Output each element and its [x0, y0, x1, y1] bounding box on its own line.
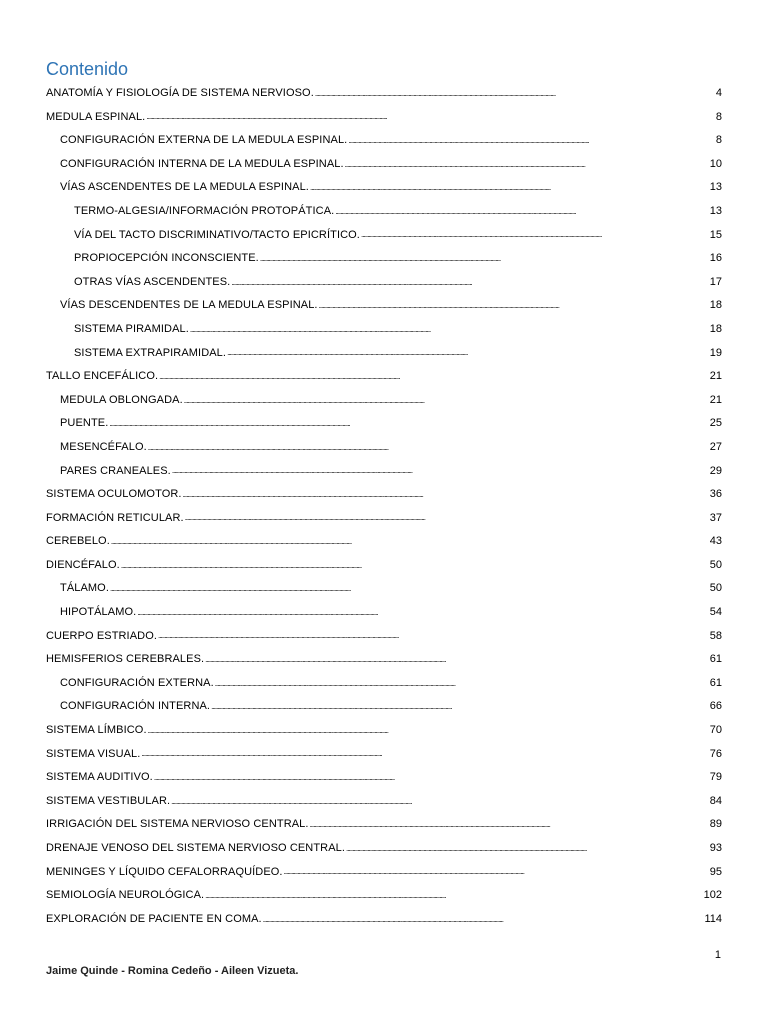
toc-dot-leader [345, 159, 709, 171]
toc-dot-leader [231, 277, 708, 289]
toc-entry-label: IRRIGACIÓN DEL SISTEMA NERVIOSO CENTRAL. [46, 818, 309, 831]
toc-entry-label: VÍAS ASCENDENTES DE LA MEDULA ESPINAL. [60, 181, 309, 194]
toc-entry[interactable] [46, 129, 722, 153]
toc-entry[interactable] [46, 908, 722, 932]
toc-entry[interactable] [46, 884, 722, 908]
toc-dot-leader [205, 890, 702, 902]
toc-entry-page-number: 36 [709, 488, 722, 501]
toc-dot-leader [148, 725, 709, 737]
toc-dot-leader [158, 630, 709, 642]
toc-entry-label: SISTEMA EXTRAPIRAMIDAL. [74, 346, 227, 359]
toc-entry-page-number: 54 [709, 606, 722, 619]
toc-list [46, 82, 722, 931]
toc-entry-label: SISTEMA PIRAMIDAL. [74, 322, 189, 335]
toc-dot-leader [227, 347, 709, 359]
toc-entry-label: SISTEMA VESTIBULAR. [46, 794, 171, 807]
toc-entry[interactable] [46, 153, 722, 177]
toc-entry-page-number: 61 [709, 676, 722, 689]
toc-entry-label: TALLO ENCEFÁLICO. [46, 370, 159, 383]
toc-entry-page-number: 19 [709, 346, 722, 359]
toc-entry[interactable] [46, 318, 722, 342]
toc-entry-label: SISTEMA VISUAL. [46, 747, 141, 760]
toc-entry-label: TERMO-ALGESIA/INFORMACIÓN PROTOPÁTICA. [74, 204, 335, 217]
toc-dot-leader [154, 772, 709, 784]
toc-dot-leader [137, 607, 708, 619]
toc-entry-label: ANATOMÍA Y FISIOLOGÍA DE SISTEMA NERVIOSO. [46, 87, 314, 99]
toc-entry[interactable] [46, 436, 722, 460]
toc-entry-label: PUENTE. [60, 417, 109, 430]
toc-entry[interactable] [46, 743, 722, 767]
toc-entry-label: MESENCÉFALO. [60, 440, 147, 453]
toc-dot-leader [315, 88, 715, 100]
toc-entry-label: MENINGES Y LÍQUIDO CEFALORRAQUÍDEO. [46, 865, 283, 878]
toc-dot-leader [148, 442, 709, 454]
toc-entry-label: MEDULA ESPINAL. [46, 110, 146, 123]
toc-entry-page-number: 93 [709, 842, 722, 854]
toc-entry-label: DIENCÉFALO. [46, 558, 120, 571]
toc-dot-leader [110, 583, 709, 595]
toc-dot-leader [205, 654, 709, 666]
toc-dot-leader [121, 560, 709, 572]
toc-entry-label: CONFIGURACIÓN EXTERNA DE LA MEDULA ESPINAL. [60, 134, 348, 147]
toc-entry-label: CUERPO ESTRIADO. [46, 629, 158, 642]
toc-entry[interactable] [46, 790, 722, 814]
toc-entry-label: PARES CRANEALES. [60, 464, 171, 477]
toc-entry-page-number: 21 [709, 393, 722, 406]
toc-entry[interactable] [46, 577, 722, 601]
toc-entry[interactable] [46, 507, 722, 531]
toc-entry-label: DRENAJE VENOSO DEL SISTEMA NERVIOSO CENTRAL. [46, 842, 346, 854]
toc-entry-label: SEMIOLOGÍA NEUROLÓGICA. [46, 889, 205, 902]
toc-entry[interactable] [46, 106, 722, 130]
toc-entry[interactable] [46, 530, 722, 554]
toc-dot-leader [263, 914, 704, 926]
toc-entry[interactable] [46, 389, 722, 413]
toc-entry[interactable] [46, 601, 722, 625]
toc-entry-page-number: 102 [703, 889, 722, 902]
toc-entry-page-number: 4 [715, 87, 722, 99]
toc-entry-page-number: 43 [709, 535, 722, 548]
toc-dot-leader [310, 819, 709, 831]
toc-dot-leader [185, 512, 709, 524]
toc-entry-label: VÍA DEL TACTO DISCRIMINATIVO/TACTO EPICRÍTICO. [74, 228, 360, 241]
toc-entry-page-number: 13 [709, 204, 722, 217]
toc-entry[interactable] [46, 247, 722, 271]
toc-dot-leader [172, 465, 709, 477]
toc-entry-page-number: 15 [709, 228, 722, 241]
toc-entry-page-number: 114 [704, 912, 722, 925]
toc-dot-leader [111, 536, 709, 548]
toc-entry[interactable] [46, 200, 722, 224]
toc-entry-page-number: 50 [709, 558, 722, 571]
footer-authors: Jaime Quinde - Romina Cedeño - Aileen Vizueta. [46, 965, 299, 977]
toc-dot-leader [361, 229, 709, 241]
toc-entry-label: CONFIGURACIÓN INTERNA DE LA MEDULA ESPINAL. [60, 157, 344, 170]
toc-dot-leader [190, 324, 709, 336]
toc-dot-leader [141, 748, 708, 760]
toc-entry-label: SISTEMA AUDITIVO. [46, 771, 153, 784]
toc-dot-leader [319, 300, 709, 312]
page-number: 1 [714, 949, 721, 961]
toc-entry[interactable] [46, 412, 722, 436]
toc-entry-label: EXPLORACIÓN DE PACIENTE EN COMA. [46, 912, 262, 925]
toc-dot-leader [109, 418, 708, 430]
toc-entry-page-number: 66 [709, 700, 722, 713]
toc-entry[interactable] [46, 365, 722, 389]
toc-entry-label: CEREBELO. [46, 535, 110, 548]
toc-entry-page-number: 70 [709, 724, 722, 737]
toc-entry-label: CONFIGURACIÓN INTERNA. [60, 700, 211, 713]
toc-dot-leader [183, 489, 709, 501]
toc-entry[interactable] [46, 554, 722, 578]
toc-entry-page-number: 10 [709, 157, 722, 170]
toc-entry[interactable] [46, 672, 722, 696]
toc-dot-leader [171, 796, 709, 808]
toc-entry-page-number: 13 [709, 181, 722, 194]
toc-entry-page-number: 84 [709, 794, 722, 807]
toc-entry[interactable] [46, 460, 722, 484]
toc-entry[interactable] [46, 483, 722, 507]
toc-entry-label: OTRAS VÍAS ASCENDENTES. [74, 275, 231, 288]
toc-entry-label: TÁLAMO. [60, 582, 109, 595]
toc-entry-page-number: 29 [709, 464, 722, 477]
toc-entry-page-number: 18 [709, 322, 722, 335]
toc-dot-leader [346, 843, 709, 855]
toc-dot-leader [211, 701, 709, 713]
toc-entry-page-number: 37 [709, 511, 722, 524]
toc-entry-label: HEMISFERIOS CEREBRALES. [46, 653, 205, 666]
toc-entry[interactable] [46, 176, 722, 200]
toc-dot-leader [215, 678, 709, 690]
toc-entry[interactable] [46, 813, 722, 837]
toc-entry-label: SISTEMA OCULOMOTOR. [46, 488, 182, 501]
toc-entry[interactable] [46, 695, 722, 719]
toc-entry[interactable] [46, 648, 722, 672]
toc-dot-leader [310, 182, 709, 194]
toc-entry-page-number: 8 [715, 134, 722, 147]
toc-entry-page-number: 27 [709, 440, 722, 453]
toc-entry-page-number: 21 [709, 370, 722, 383]
toc-entry-page-number: 17 [709, 275, 722, 288]
toc-entry-page-number: 50 [709, 582, 722, 595]
toc-dot-leader [335, 206, 708, 218]
toc-entry-page-number: 95 [709, 865, 722, 878]
toc-dot-leader [284, 866, 709, 878]
toc-entry[interactable] [46, 294, 722, 318]
toc-entry-page-number: 25 [709, 417, 722, 430]
toc-entry[interactable] [46, 861, 722, 885]
toc-dot-leader [348, 135, 715, 147]
toc-entry-page-number: 79 [709, 771, 722, 784]
toc-entry[interactable] [46, 342, 722, 366]
toc-entry-label: HIPOTÁLAMO. [60, 606, 137, 619]
toc-entry-page-number: 58 [709, 629, 722, 642]
toc-entry[interactable] [46, 625, 722, 649]
toc-dot-leader [159, 371, 709, 383]
toc-dot-leader [146, 111, 715, 123]
toc-entry-label: SISTEMA LÍMBICO. [46, 724, 147, 737]
toc-dot-leader [260, 253, 709, 265]
toc-entry-page-number: 16 [709, 252, 722, 265]
toc-entry-label: FORMACIÓN RETICULAR. [46, 511, 184, 524]
toc-entry[interactable] [46, 837, 722, 861]
toc-entry-label: PROPIOCEPCIÓN INCONSCIENTE. [74, 252, 259, 265]
toc-entry-page-number: 89 [709, 818, 722, 831]
toc-entry-page-number: 18 [709, 299, 722, 312]
toc-entry[interactable] [46, 719, 722, 743]
toc-entry[interactable] [46, 224, 722, 248]
toc-entry-label: VÍAS DESCENDENTES DE LA MEDULA ESPINAL. [60, 299, 318, 312]
toc-entry-page-number: 8 [715, 110, 722, 123]
toc-dot-leader [184, 395, 709, 407]
toc-heading: Contenido [46, 59, 129, 79]
toc-entry[interactable] [46, 766, 722, 790]
toc-entry-page-number: 76 [709, 747, 722, 760]
toc-entry[interactable] [46, 82, 722, 106]
toc-entry[interactable] [46, 271, 722, 295]
toc-entry-label: MEDULA OBLONGADA. [60, 393, 183, 406]
toc-entry-label: CONFIGURACIÓN EXTERNA. [60, 676, 214, 689]
toc-entry-page-number: 61 [709, 653, 722, 666]
